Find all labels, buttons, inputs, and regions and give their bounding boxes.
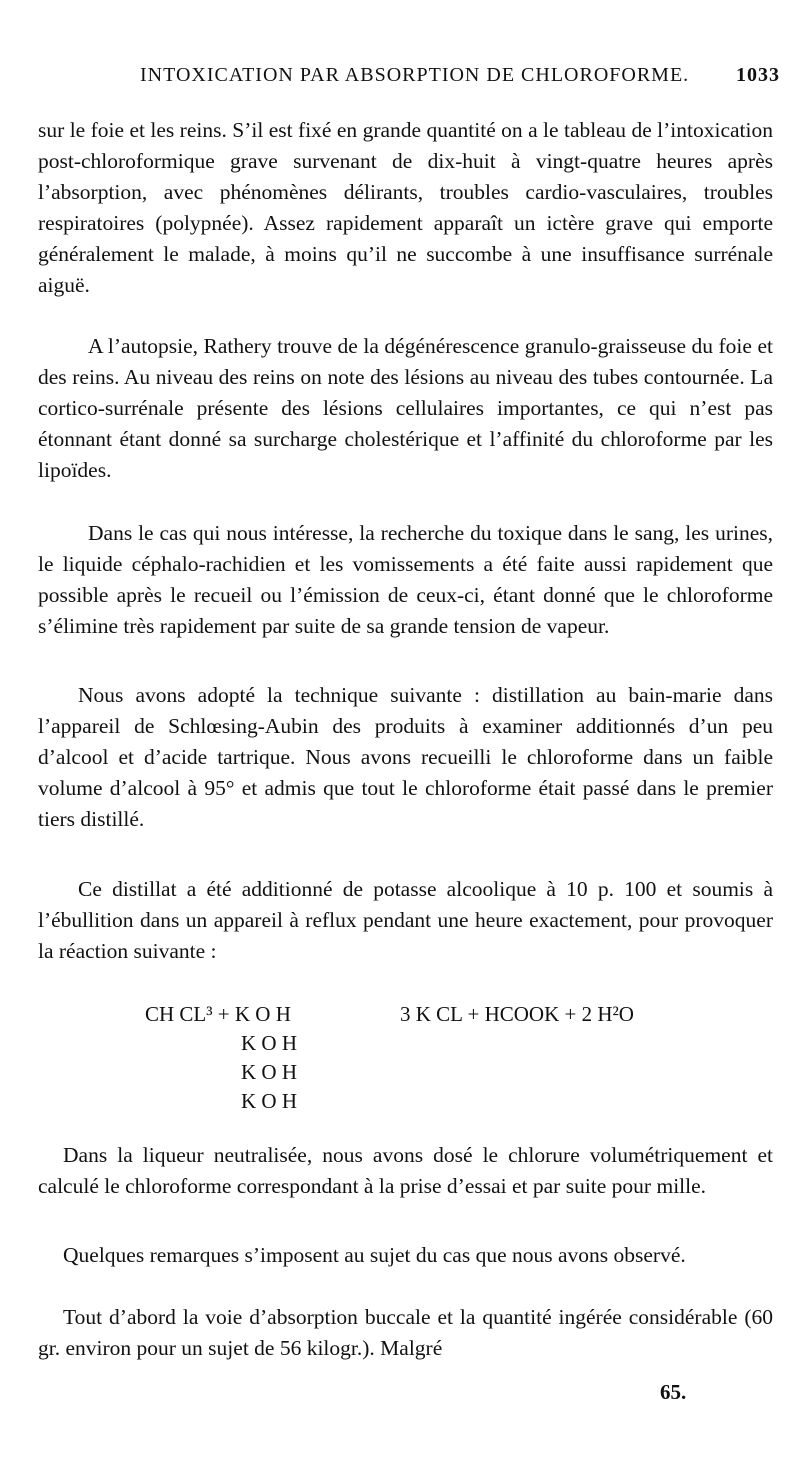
paragraph-1: sur le foie et les reins. S’il est fixé en grande quantité on a le tableau de l’intoxication post-chloroformique grave survenant de dix-huit à vingt-quatre heures après l’absorption, avec phénomènes délirants, troubles cardio-vasculaires, troubles respiratoires (polypnée). Assez rapidement apparaît un ictère grave qui emporte généralement le malade, à moins qu’il ne succombe à une insuffisance surrénale aiguë.	[38, 118, 773, 297]
paragraph-8: Tout d’abord la voie d’absorption buccale et la quantité ingérée considérable (60 gr. environ pour un sujet de 56 kilogr.). Malgré	[38, 1305, 773, 1360]
reaction-koh-line: K O H	[241, 1031, 297, 1055]
paragraph-5: Ce distillat a été additionné de potasse alcoolique à 10 p. 100 et soumis à l’ébullition dans un appareil à reflux pendant une heure exactement, pour provoquer la réaction suivante :	[38, 877, 773, 963]
reaction-products: 3 K CL + HCOOK + 2 H²O	[400, 1002, 634, 1026]
page-number: 1033	[736, 64, 780, 86]
reaction-koh-line: K O H	[241, 1089, 297, 1113]
paragraph-4: Nous avons adopté la technique suivante : distillation au bain-marie dans l’appareil de Schlœsing-Aubin des produits à examiner additionnés d’un peu d’alcool et d’acide tartrique. Nous avons recueilli le chloroforme dans un faible volume d’alcool à 95° et admis que tout le chloroforme était passé dans le premier tiers distillé.	[38, 683, 773, 831]
paragraph-2: A l’autopsie, Rathery trouve de la dégénérescence granulo-graisseuse du foie et des reins. Au niveau des reins on note des lésions au niveau des tubes contournée. La cortico-surrénale présente des lésions cellulaires importantes, ce qui n’est pas étonnant étant donné sa surcharge cholestérique et l’affinité du chloroforme par les lipoïdes.	[38, 334, 773, 482]
signature-mark: 65.	[660, 1380, 687, 1404]
paragraph-7: Quelques remarques s’imposent au sujet du cas que nous avons observé.	[63, 1243, 686, 1267]
reaction-reactants: CH CL³ + K O H	[145, 1002, 291, 1026]
running-title: INTOXICATION PAR ABSORPTION DE CHLOROFORME.	[140, 64, 690, 86]
paragraph-3: Dans le cas qui nous intéresse, la recherche du toxique dans le sang, les urines, le liquide céphalo-rachidien et les vomissements a été faite aussi rapidement que possible après le recueil ou l’émission de ceux-ci, étant donné que le chloroforme s’élimine très rapidement par suite de sa grande tension de vapeur.	[38, 521, 773, 638]
paragraph-6: Dans la liqueur neutralisée, nous avons dosé le chlorure volumétriquement et calculé le chloroforme correspondant à la prise d’essai et par suite pour mille.	[38, 1143, 773, 1198]
reaction-koh-line: K O H	[241, 1060, 297, 1084]
